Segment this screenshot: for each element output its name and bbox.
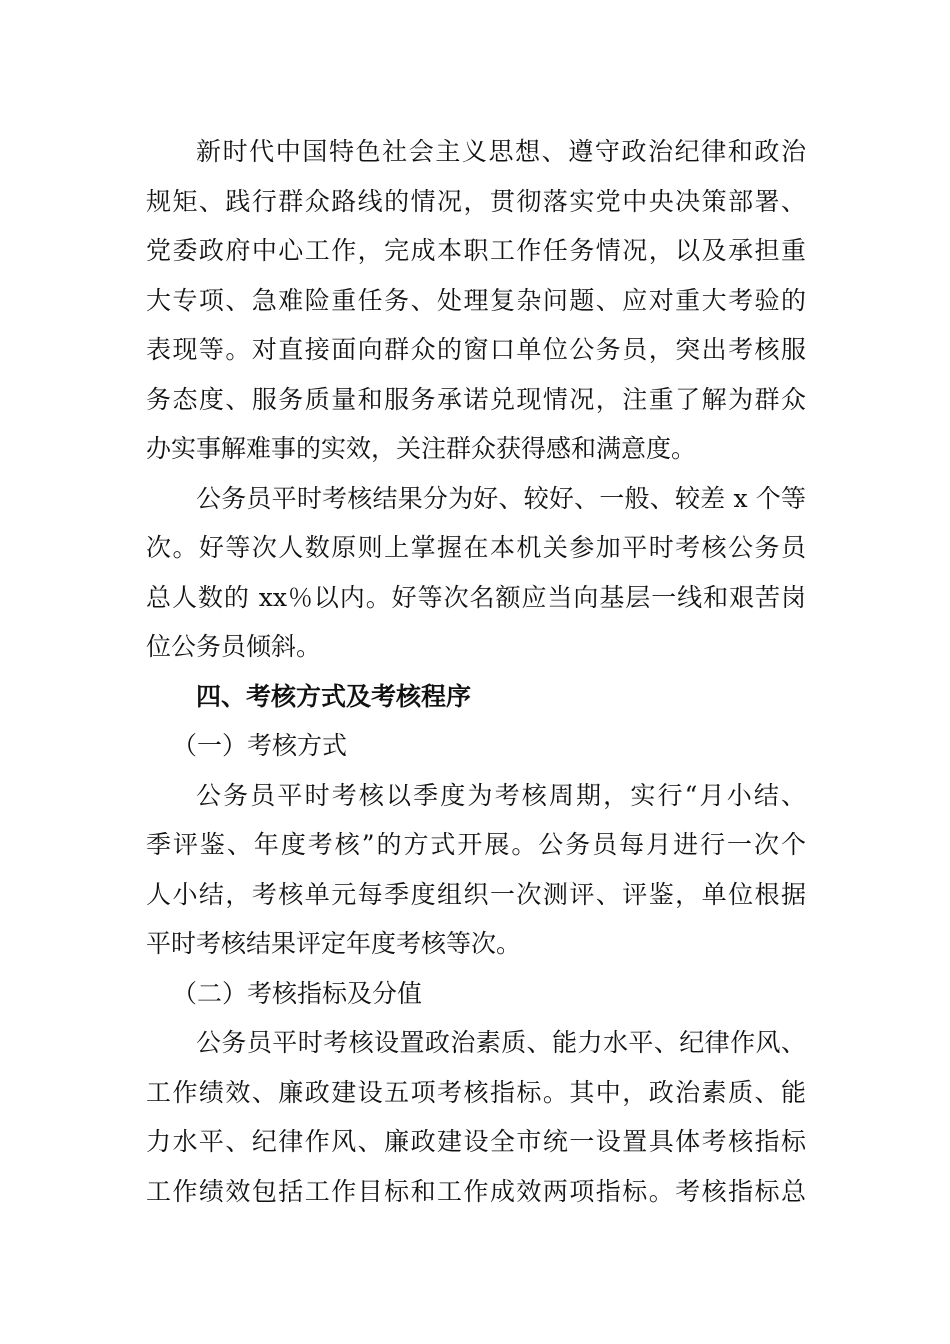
paragraph-line: 大专项、急难险重任务、处理复杂问题、应对重大考验的	[146, 286, 806, 315]
paragraph-line: 工作绩效包括工作目标和工作成效两项指标。考核指标总	[146, 1177, 806, 1206]
paragraph-line: 党委政府中心工作，完成本职工作任务情况，以及承担重	[146, 236, 806, 265]
paragraph-line: 次。好等次人数原则上掌握在本机关参加平时考核公务员	[146, 533, 806, 562]
paragraph-line: 公务员平时考核结果分为好、较好、一般、较差 x 个等	[196, 484, 806, 513]
paragraph-line: 务态度、服务质量和服务承诺兑现情况，注重了解为群众	[146, 385, 806, 414]
paragraph-line: 力水平、纪律作风、廉政建设全市统一设置具体考核指标	[146, 1127, 806, 1156]
paragraph-line: 公务员平时考核以季度为考核周期，实行“月小结、	[196, 781, 806, 810]
section-heading: 四、考核方式及考核程序	[196, 682, 472, 711]
paragraph-line: 公务员平时考核设置政治素质、能力水平、纪律作风、	[196, 1028, 806, 1057]
paragraph-line: 总人数的 xx％以内。好等次名额应当向基层一线和艰苦岗	[146, 583, 806, 612]
paragraph-line: 办实事解难事的实效，关注群众获得感和满意度。	[146, 434, 697, 463]
subsection-heading: （二）考核指标及分值	[172, 979, 423, 1008]
paragraph-line: 位公务员倾斜。	[146, 632, 322, 661]
paragraph-line: 新时代中国特色社会主义思想、遵守政治纪律和政治	[196, 137, 806, 166]
paragraph-line: 人小结，考核单元每季度组织一次测评、评鉴，单位根据	[146, 880, 806, 909]
paragraph-line: 平时考核结果评定年度考核等次。	[146, 929, 522, 958]
paragraph-line: 表现等。对直接面向群众的窗口单位公务员，突出考核服	[146, 335, 806, 364]
paragraph-line: 季评鉴、年度考核”的方式开展。公务员每月进行一次个	[146, 830, 806, 859]
paragraph-line: 工作绩效、廉政建设五项考核指标。其中，政治素质、能	[146, 1078, 806, 1107]
subsection-heading: （一）考核方式	[172, 731, 348, 760]
paragraph-line: 规矩、践行群众路线的情况，贯彻落实党中央决策部署、	[146, 187, 806, 216]
